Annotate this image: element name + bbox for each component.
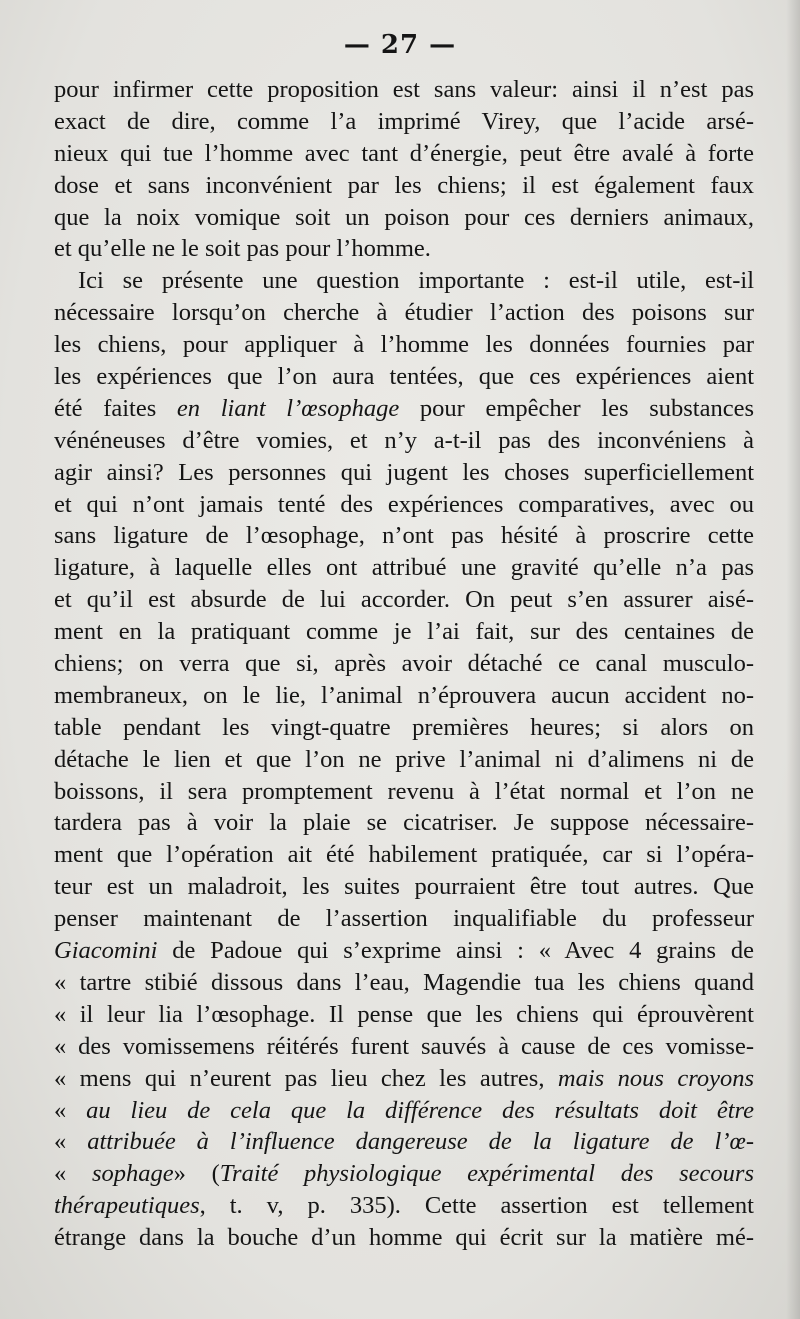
text-line xyxy=(54,1158,754,1190)
text-line xyxy=(54,297,754,329)
italic-text: sophage xyxy=(91,1160,174,1188)
text-line xyxy=(54,967,754,999)
text-run: agir ainsi? Les personnes qui jugent les choses superficiellement xyxy=(54,458,754,486)
text-line xyxy=(54,839,754,871)
text-line xyxy=(54,616,754,648)
text-run: pour infirmer cette proposition est sans valeur: ainsi il n’est pas xyxy=(54,76,754,103)
text-line xyxy=(54,712,754,744)
text-line xyxy=(54,1126,754,1158)
text-run: « xyxy=(54,1160,92,1188)
text-run: ment en la pratiquant comme je l’ai fait, sur des centaines de xyxy=(54,618,754,646)
text-line xyxy=(54,935,754,967)
text-run: table pendant les vingt-quatre premières heures; si alors on xyxy=(54,713,754,741)
text-run: « il leur lia l’œsophage. Il pense que les chiens qui éprouvèrent xyxy=(54,1000,754,1028)
body-text xyxy=(54,74,754,1254)
page-number: — 27 — xyxy=(343,30,457,60)
text-line xyxy=(54,1222,754,1254)
text-run: nieux qui tue l’homme avec tant d’énergie, peut être avalé à forte xyxy=(54,139,754,167)
text-line xyxy=(54,74,754,106)
text-line xyxy=(54,1190,754,1222)
text-run: étrange dans la bouche d’un homme qui écrit sur la matière mé- xyxy=(54,1224,754,1252)
text-line xyxy=(54,265,754,297)
text-line xyxy=(54,170,754,202)
italic-text: attribuée à l’influence dangereuse de la ligature de l’œ- xyxy=(87,1128,755,1156)
text-line xyxy=(54,871,754,903)
text-run: boissons, il sera promptement revenu à l’état normal et l’on ne xyxy=(54,777,754,805)
text-run: été faites xyxy=(54,394,177,422)
text-line xyxy=(54,744,754,776)
text-run: Ici se présente une question importante : est-il utile, est-il xyxy=(78,267,754,295)
text-line xyxy=(54,202,754,234)
text-run: que la noix vomique soit un poison pour ces derniers animaux, xyxy=(54,203,754,231)
text-run: détache le lien et que l’on ne prive l’animal ni d’alimens ni de xyxy=(54,745,754,773)
text-run: sans ligature de l’œsophage, n’ont pas hésité à proscrire cette xyxy=(54,522,754,550)
text-line xyxy=(54,648,754,680)
text-run: chiens; on verra que si, après avoir détaché ce canal musculo- xyxy=(54,650,754,678)
text-line xyxy=(54,999,754,1031)
italic-text: au lieu de cela que la différence des résultats doit être xyxy=(86,1096,754,1124)
italic-text: en liant l’œsophage xyxy=(176,394,400,422)
text-line xyxy=(54,457,754,489)
text-line xyxy=(54,520,754,552)
text-run: teur est un maladroit, les suites pourraient être tout autres. Que xyxy=(54,873,754,901)
italic-text: thérapeutiques xyxy=(54,1192,200,1220)
text-line xyxy=(54,680,754,712)
text-line xyxy=(54,584,754,616)
text-run: « des vomissemens réitérés furent sauvés à cause de ces vomisse- xyxy=(54,1032,754,1060)
text-line xyxy=(54,552,754,584)
text-run: nécessaire lorsqu’on cherche à étudier l’action des poisons sur xyxy=(54,299,754,327)
text-run: membraneux, on le lie, l’animal n’éprouvera aucun accident no- xyxy=(54,681,754,709)
text-run: pour empêcher les substances xyxy=(399,394,754,422)
text-run: les chiens, pour appliquer à l’homme les données fournies par xyxy=(54,331,754,359)
text-run: penser maintenant de l’assertion inqualifiable du professeur xyxy=(54,905,754,933)
text-run: dose et sans inconvénient par les chiens; il est également faux xyxy=(54,171,754,199)
text-run: tardera pas à voir la plaie se cicatriser. Je suppose nécessaire- xyxy=(54,809,754,837)
text-run: ligature, à laquelle elles ont attribué une gravité qu’elle n’a pas xyxy=(54,554,754,582)
text-run: » ( xyxy=(173,1160,220,1188)
text-line xyxy=(54,1095,754,1127)
page-edge-shadow xyxy=(786,0,800,1319)
text-run: et qui n’ont jamais tenté des expériences comparatives, avec ou xyxy=(54,490,754,518)
text-run: « xyxy=(54,1096,87,1124)
text-line xyxy=(54,138,754,170)
italic-text: Traité physiologique expérimental des secours xyxy=(219,1160,755,1188)
text-line xyxy=(54,1063,754,1095)
text-line xyxy=(54,903,754,935)
text-line xyxy=(54,807,754,839)
italic-text: Giacomini xyxy=(54,937,158,965)
text-line xyxy=(54,776,754,808)
text-run: les expériences que l’on aura tentées, que ces expériences aient xyxy=(54,363,754,391)
text-line xyxy=(54,233,754,265)
text-run: vénéneuses d’être vomies, et n’y a-t-il pas des inconvéniens à xyxy=(54,426,754,454)
text-line xyxy=(54,425,754,457)
text-run: exact de dire, comme l’a imprimé Virey, que l’acide arsé- xyxy=(54,107,754,135)
text-run: et qu’il est absurde de lui accorder. On peut s’en assurer aisé- xyxy=(54,586,754,614)
text-run: « tartre stibié dissous dans l’eau, Magendie tua les chiens quand xyxy=(54,968,754,996)
italic-text: mais nous croyons xyxy=(557,1064,754,1092)
text-run: de Padoue qui s’exprime ainsi : « Avec 4 grains de xyxy=(157,937,754,965)
text-run: « mens qui n’eurent pas lieu chez les autres, xyxy=(54,1064,558,1092)
text-run: , t. v, p. 335). Cette assertion est tellement xyxy=(199,1192,754,1220)
text-line xyxy=(54,489,754,521)
text-line xyxy=(54,1031,754,1063)
text-line xyxy=(54,329,754,361)
text-run: et qu’elle ne le soit pas pour l’homme. xyxy=(54,235,431,263)
text-run: ment que l’opération ait été habilement pratiquée, car si l’opéra- xyxy=(54,841,754,869)
text-line xyxy=(54,393,754,425)
text-line xyxy=(54,106,754,138)
text-line xyxy=(54,361,754,393)
text-run: « xyxy=(54,1128,88,1156)
